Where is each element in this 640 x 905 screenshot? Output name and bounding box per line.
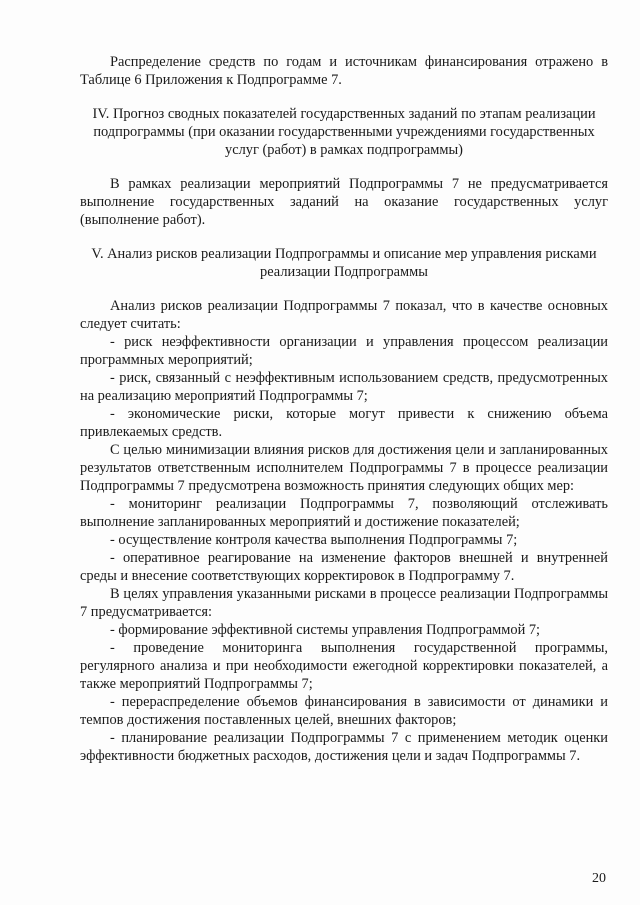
risk-item: - экономические риски, которые могут привести к снижению объема привлекаемых средств. <box>80 406 608 440</box>
page-content <box>80 53 608 765</box>
management-item: - проведение мониторинга выполнения государственной программы, регулярного анализа и при необходимости ежегодной корректировки показателей, а также мероприятий Подпрограммы 7; <box>80 640 608 692</box>
risk-item: - риск, связанный с неэффективным использованием средств, предусмотренных на реализацию мероприятий Подпрограммы 7; <box>80 370 608 404</box>
measures-intro: С целью минимизации влияния рисков для достижения цели и запланированных результатов ответственным исполнителем Подпрограммы 7 в процессе реализации Подпрограммы 7 предусмотрена возможность принятия следующих общих мер: <box>80 442 608 494</box>
intro-paragraph: Распределение средств по годам и источникам финансирования отражено в Таблице 6 Приложения к Подпрограмме 7. <box>80 54 608 88</box>
page-number: 20 <box>592 871 606 886</box>
management-item: - формирование эффективной системы управления Подпрограммой 7; <box>110 622 541 638</box>
measure-item: - мониторинг реализации Подпрограммы 7, позволяющий отслеживать выполнение запланированных мероприятий и достижение показателей; <box>80 496 608 530</box>
section-4-text: В рамках реализации мероприятий Подпрограммы 7 не предусматривается выполнение государственных заданий на оказание государственных услуг (выполнение работ). <box>80 176 608 228</box>
section-4-heading: IV. Прогноз сводных показателей государственных заданий по этапам реализации подпрограммы (при оказании государственными учреждениями государственных услуг (работ) в рамках подпрограммы) <box>92 106 596 158</box>
management-intro: В целях управления указанными рисками в процессе реализации Подпрограммы 7 предусматривается: <box>80 586 608 620</box>
risk-item: - риск неэффективности организации и управления процессом реализации программных мероприятий; <box>80 334 608 368</box>
section-5-heading-block <box>80 245 608 281</box>
management-item: - перераспределение объемов финансирования в зависимости от динамики и темпов достижения поставленных целей, внешних факторов; <box>80 694 608 728</box>
measure-item: - осуществление контроля качества выполнения Подпрограммы 7; <box>110 532 518 548</box>
section-5-heading: V. Анализ рисков реализации Подпрограммы и описание мер управления рисками реализации Подпрограммы <box>91 246 597 280</box>
risks-intro: Анализ рисков реализации Подпрограммы 7 показал, что в качестве основных следует считать: <box>80 298 608 332</box>
management-item: - планирование реализации Подпрограммы 7 с применением методик оценки эффективности бюджетных расходов, достижения цели и задач Подпрограммы 7. <box>80 730 608 764</box>
measure-item: - оперативное реагирование на изменение факторов внешней и внутренней среды и внесение соответствующих корректировок в Подпрограмму 7. <box>80 550 608 584</box>
section-4-heading-block <box>80 105 608 159</box>
